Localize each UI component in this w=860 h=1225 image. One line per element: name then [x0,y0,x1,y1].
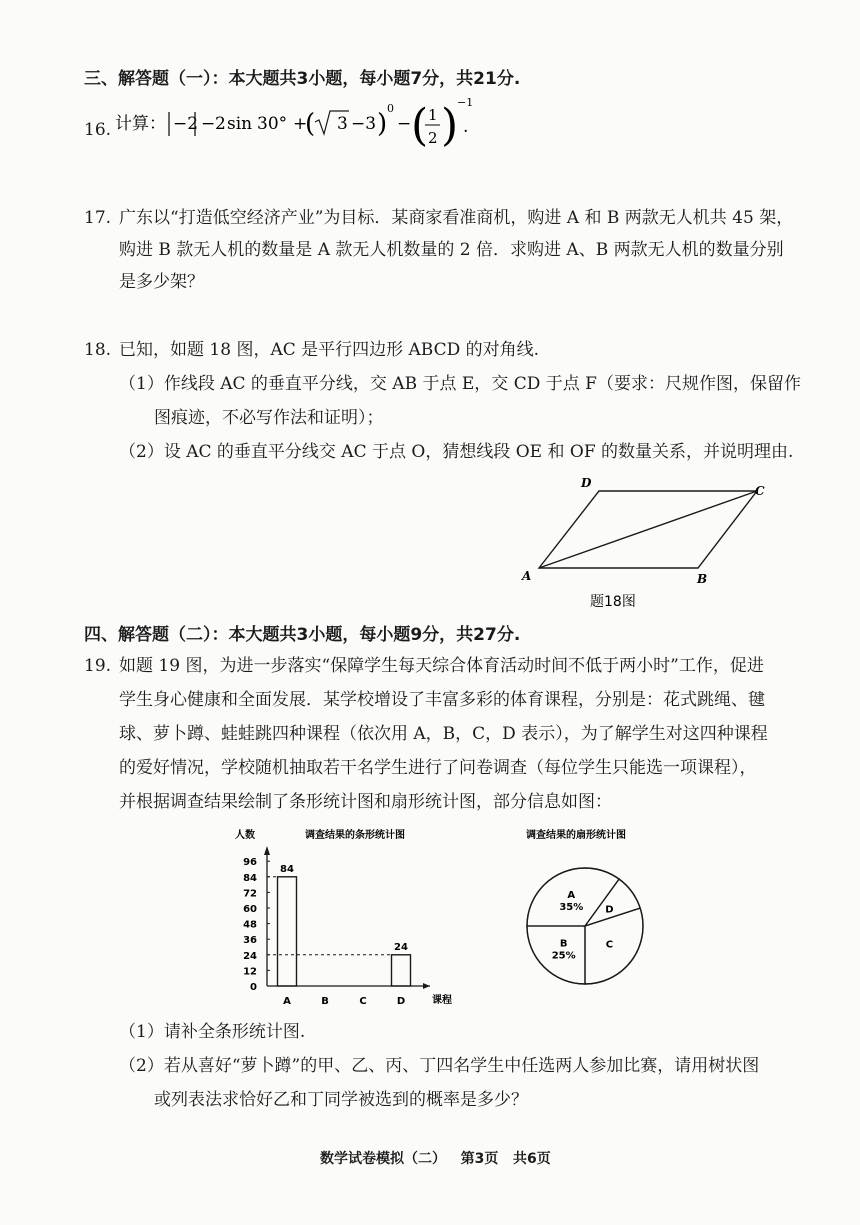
q16-coef: 2 [215,114,226,134]
q19-line-3: 球、萝卜蹲、蛙蛙跳四种课程（依次用 A，B，C，D 表示），为了解学生对这四种课程 [119,724,768,744]
q16-frac-num: 1 [428,106,438,124]
bar-data-label-d: 24 [394,941,408,953]
q17-line-3: 是多少架？ [119,272,204,292]
pie-chart-title: 调查结果的扇形统计图 [526,830,626,841]
q17-line-1: 广东以“打造低空经济产业”为目标．某商家看准商机，购进 A 和 B 两款无人机共 45 架， [119,208,794,228]
pie-chart [510,822,660,992]
pie-label-d: D [605,904,614,916]
vertex-b-label: B [697,572,708,586]
svg-text:.: . [463,117,469,137]
x-tick-label-d: D [396,996,406,1007]
q18-part-2: （2）设 AC 的垂直平分线交 AC 于点 O，猜想线段 OE 和 OF 的数量关系，并说明理由. [119,442,794,462]
pie-slice-c [585,908,643,984]
vertex-c-label: C [755,484,765,498]
q19-part-2-line-2: 或列表法求恰好乙和丁同学被选到的概率是多少？ [154,1090,528,1110]
section-3-title: 三、解答题（一）：本大题共3小题，每小题7分，共21分. [84,69,521,89]
q16-abs-value: −2 [173,114,199,134]
q16-sin: sin [227,114,253,134]
y-tick-label: 24 [243,950,257,962]
svg-text:): ) [441,100,459,151]
q19-part-2-line-1: （2）若从喜好“萝卜蹲”的甲、乙、丙、丁四名学生中任选两人参加比赛，请用树状图 [119,1056,760,1076]
pie-percent-b: 25% [551,950,576,962]
y-tick-label: 12 [243,966,257,978]
x-tick-label-a: A [283,996,291,1007]
q17-number: 17. [84,208,112,228]
bar-chart-ylabel: 人数 [235,830,255,841]
q18-part-1-line-2: 图痕迹，不必写作法和证明）； [154,408,384,428]
y-tick-label: 96 [243,857,257,869]
svg-text:−: − [397,114,412,134]
bar-data-label-a: 84 [280,863,294,875]
y-tick-label: 0 [250,982,257,993]
q16-formula [115,98,475,164]
q19-line-4: 的爱好情况，学校随机抽取若干名学生进行了问卷调查（每位学生只能选一项课程）， [119,758,757,778]
q18-part-1-line-1: （1）作线段 AC 的垂直平分线，交 AB 于点 E，交 CD 于点 F（要求：尺规作图，保留作 [119,374,801,394]
bar-chart-title: 调查结果的条形统计图 [305,830,405,841]
vertex-a-label: A [522,569,532,583]
q16-angle: 30° [257,114,288,134]
x-axis-arrow [423,983,430,989]
pie-label-b: B [559,938,568,950]
q18-number: 18. [84,340,112,360]
pie-percent-a: 35% [559,902,584,914]
figure-18-caption: 题18图 [590,594,636,610]
pie-label-c: C [605,939,614,951]
bar-chart [225,822,475,1012]
bar-chart-xlabel: 课程 [432,995,452,1006]
y-tick-label: 60 [243,904,257,915]
q16-frac-den: 2 [428,129,438,147]
q16-root-value: 3 [337,114,348,134]
y-tick-label: 72 [243,888,257,900]
q16-minus-3: −3 [351,114,377,134]
y-tick-label: 48 [243,919,257,931]
q19-part-1: （1）请补全条形统计图. [119,1022,306,1042]
y-tick-label: 84 [243,872,257,884]
q19-number: 19. [84,656,112,676]
y-tick-label: 36 [243,935,257,947]
x-tick-label-c: C [359,996,367,1007]
svg-text:): ) [377,109,388,139]
bar-d [392,955,411,986]
page-footer: 数学试卷模拟（二） 第3页 共6页 [320,1151,551,1167]
q19-line-5: 并根据调查结果绘制了条形统计图和扇形统计图，部分信息如图： [119,792,612,812]
q17-line-2: 购进 B 款无人机的数量是 A 款无人机数量的 2 倍．求购进 A、B 两款无人机的数量分别 [119,240,784,260]
diagonal-ac [539,491,757,568]
svg-text:(: ( [411,100,429,151]
q18-parallelogram-figure [510,470,780,615]
q16-exp-0: 0 [387,102,394,115]
section-4-title: 四、解答题（二）：本大题共3小题，每小题9分，共27分. [84,625,521,645]
q16-minus: − [201,114,216,134]
pie-slice-d [585,879,640,926]
pie-label-a: A [567,890,576,902]
q19-line-2: 学生身心健康和全面发展．某学校增设了丰富多彩的体育课程，分别是：花式跳绳、毽 [119,690,765,710]
y-axis-arrow [264,846,270,855]
svg-text:(: ( [305,109,316,139]
q19-line-1: 如题 19 图，为进一步落实“保障学生每天综合体育活动时间不低于两小时”工作，促进 [119,656,764,676]
q16-exp-neg1: −1 [457,98,474,109]
q16-label: 计算： [115,114,166,134]
q16-plus: + [293,114,308,134]
bar-a [278,877,297,986]
vertex-d-label: D [581,476,592,490]
q18-intro: 已知，如题 18 图，AC 是平行四边形 ABCD 的对角线. [119,340,540,360]
x-tick-label-b: B [321,996,329,1007]
q16-number: 16. [84,120,112,140]
